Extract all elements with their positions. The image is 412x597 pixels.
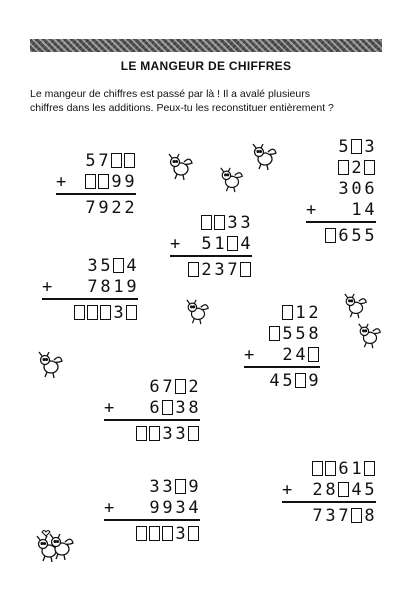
sum-line <box>244 366 320 368</box>
missing-digit-box[interactable] <box>364 461 375 476</box>
digit: 5 <box>351 225 362 246</box>
digit: 9 <box>126 276 137 297</box>
digit: 3 <box>162 423 173 444</box>
result-row <box>56 197 136 218</box>
digit: 4 <box>126 255 137 276</box>
missing-digit-box[interactable] <box>188 526 199 541</box>
addend-row <box>56 150 136 171</box>
sum-line <box>170 255 252 257</box>
result-row <box>282 505 376 526</box>
digit: 4 <box>295 344 306 365</box>
digit: 9 <box>188 476 199 497</box>
digit: 4 <box>351 479 362 500</box>
digit: 1 <box>214 233 225 254</box>
digit: 8 <box>308 323 319 344</box>
missing-digit-box[interactable] <box>364 160 375 175</box>
digit: 7 <box>87 276 98 297</box>
missing-digit-box[interactable] <box>282 305 293 320</box>
digit: 1 <box>351 458 362 479</box>
digit: 9 <box>124 171 135 192</box>
addend-row <box>104 397 200 418</box>
digit: 3 <box>214 259 225 280</box>
digit: 3 <box>175 423 186 444</box>
addition-problem-1 <box>56 150 136 218</box>
digit: 5 <box>282 323 293 344</box>
digit: 3 <box>325 505 336 526</box>
digit: 4 <box>364 199 375 220</box>
bug-icon <box>250 142 280 172</box>
digit: 2 <box>308 302 319 323</box>
plus-sign: + <box>104 497 115 518</box>
missing-digit-box[interactable] <box>175 479 186 494</box>
digit: 4 <box>188 497 199 518</box>
plus-sign: + <box>282 479 293 500</box>
plus-sign: + <box>244 344 255 365</box>
digit: 2 <box>351 157 362 178</box>
missing-digit-box[interactable] <box>113 258 124 273</box>
digit: 3 <box>162 476 173 497</box>
instructions <box>30 87 385 115</box>
missing-digit-box[interactable] <box>214 215 225 230</box>
digit: 7 <box>312 505 323 526</box>
plus-sign: + <box>170 233 181 254</box>
missing-digit-box[interactable] <box>100 305 111 320</box>
digit: 5 <box>364 225 375 246</box>
addend-row <box>56 171 136 192</box>
digit: 2 <box>282 344 293 365</box>
result-row <box>244 370 320 391</box>
digit: 6 <box>149 397 160 418</box>
missing-digit-box[interactable] <box>149 526 160 541</box>
addend-row <box>306 136 376 157</box>
missing-digit-box[interactable] <box>188 426 199 441</box>
bug-icon <box>166 152 196 182</box>
digit: 5 <box>282 370 293 391</box>
digit: 7 <box>227 259 238 280</box>
sum-line <box>104 419 200 421</box>
digit: 2 <box>201 259 212 280</box>
addend-row <box>244 344 320 365</box>
digit: 3 <box>227 212 238 233</box>
digit: 3 <box>175 523 186 544</box>
addend-row <box>306 157 376 178</box>
digit: 7 <box>85 197 96 218</box>
addend-row <box>104 497 200 518</box>
result-row <box>42 302 138 323</box>
digit: 3 <box>364 136 375 157</box>
digit: 4 <box>240 233 251 254</box>
sum-line <box>104 519 200 521</box>
digit: 2 <box>188 376 199 397</box>
digit: 7 <box>338 505 349 526</box>
missing-digit-box[interactable] <box>325 461 336 476</box>
missing-digit-box[interactable] <box>111 153 122 168</box>
missing-digit-box[interactable] <box>124 153 135 168</box>
digit: 3 <box>240 212 251 233</box>
missing-digit-box[interactable] <box>325 228 336 243</box>
digit: 6 <box>149 376 160 397</box>
addend-row <box>282 458 376 479</box>
digit: 8 <box>325 479 336 500</box>
digit: 2 <box>312 479 323 500</box>
plus-sign: + <box>306 199 317 220</box>
missing-digit-box[interactable] <box>269 326 280 341</box>
missing-digit-box[interactable] <box>136 526 147 541</box>
addition-problem-2 <box>306 136 376 246</box>
digit: 9 <box>308 370 319 391</box>
digit: 8 <box>364 505 375 526</box>
bug-icon <box>342 292 370 320</box>
addition-problem-7 <box>282 458 376 526</box>
instruction-line-1: Le mangeur de chiffres est passé par là ! Il a avalé plusieurs <box>30 88 310 100</box>
digit: 9 <box>98 197 109 218</box>
sum-line <box>56 193 136 195</box>
bug-icon <box>34 528 74 562</box>
addend-row <box>104 476 200 497</box>
addition-problem-6 <box>104 376 200 444</box>
bug-icon <box>184 298 212 326</box>
missing-digit-box[interactable] <box>98 174 109 189</box>
missing-digit-box[interactable] <box>201 215 212 230</box>
addend-row <box>244 302 320 323</box>
missing-digit-box[interactable] <box>351 508 362 523</box>
digit: 9 <box>149 497 160 518</box>
addend-row <box>104 376 200 397</box>
missing-digit-box[interactable] <box>338 482 349 497</box>
addend-row <box>306 199 376 220</box>
addition-problem-8 <box>104 476 200 544</box>
digit: 5 <box>364 479 375 500</box>
missing-digit-box[interactable] <box>162 526 173 541</box>
digit: 3 <box>149 476 160 497</box>
missing-digit-box[interactable] <box>87 305 98 320</box>
sum-line <box>306 221 376 223</box>
digit: 5 <box>100 255 111 276</box>
digit: 5 <box>338 136 349 157</box>
digit: 8 <box>188 397 199 418</box>
missing-digit-box[interactable] <box>295 373 306 388</box>
page-title: LE MANGEUR DE CHIFFRES <box>120 59 292 73</box>
missing-digit-box[interactable] <box>162 400 173 415</box>
addend-row <box>170 233 252 254</box>
result-row <box>104 523 200 544</box>
digit: 3 <box>87 255 98 276</box>
digit: 5 <box>295 323 306 344</box>
result-row <box>170 259 252 280</box>
digit: 8 <box>100 276 111 297</box>
digit: 0 <box>351 178 362 199</box>
addition-problem-3 <box>170 212 252 280</box>
missing-digit-box[interactable] <box>126 305 137 320</box>
missing-digit-box[interactable] <box>85 174 96 189</box>
digit: 1 <box>113 276 124 297</box>
sum-line <box>42 298 138 300</box>
digit: 9 <box>162 497 173 518</box>
missing-digit-box[interactable] <box>308 347 319 362</box>
bug-icon <box>356 322 384 350</box>
addition-problem-4 <box>42 255 138 323</box>
missing-digit-box[interactable] <box>188 262 199 277</box>
digit: 6 <box>364 178 375 199</box>
digit: 3 <box>338 178 349 199</box>
digit: 7 <box>98 150 109 171</box>
sum-line <box>282 501 376 503</box>
missing-digit-box[interactable] <box>74 305 85 320</box>
missing-digit-box[interactable] <box>351 139 362 154</box>
addend-row <box>244 323 320 344</box>
bug-icon <box>218 166 246 194</box>
missing-digit-box[interactable] <box>136 426 147 441</box>
bug-icon <box>36 350 66 380</box>
missing-digit-box[interactable] <box>175 379 186 394</box>
digit: 1 <box>351 199 362 220</box>
header-banner <box>30 39 382 52</box>
digit: 3 <box>113 302 124 323</box>
missing-digit-box[interactable] <box>338 160 349 175</box>
addend-row <box>42 276 138 297</box>
addition-problem-5 <box>244 302 320 391</box>
missing-digit-box[interactable] <box>240 262 251 277</box>
result-row <box>104 423 200 444</box>
digit: 9 <box>111 171 122 192</box>
digit: 2 <box>111 197 122 218</box>
digit: 3 <box>175 397 186 418</box>
digit: 7 <box>162 376 173 397</box>
instruction-line-2: chiffres dans les additions. Peux-tu les reconstituer entièrement ? <box>30 102 334 114</box>
digit: 6 <box>338 458 349 479</box>
digit: 4 <box>269 370 280 391</box>
plus-sign: + <box>56 171 67 192</box>
plus-sign: + <box>104 397 115 418</box>
result-row <box>306 225 376 246</box>
addend-row <box>282 479 376 500</box>
digit: 5 <box>85 150 96 171</box>
digit: 6 <box>338 225 349 246</box>
plus-sign: + <box>42 276 53 297</box>
digit: 5 <box>201 233 212 254</box>
digit: 2 <box>124 197 135 218</box>
digit: 1 <box>295 302 306 323</box>
missing-digit-box[interactable] <box>227 236 238 251</box>
missing-digit-box[interactable] <box>312 461 323 476</box>
missing-digit-box[interactable] <box>149 426 160 441</box>
addend-row <box>42 255 138 276</box>
addend-row <box>306 178 376 199</box>
digit: 3 <box>175 497 186 518</box>
addend-row <box>170 212 252 233</box>
